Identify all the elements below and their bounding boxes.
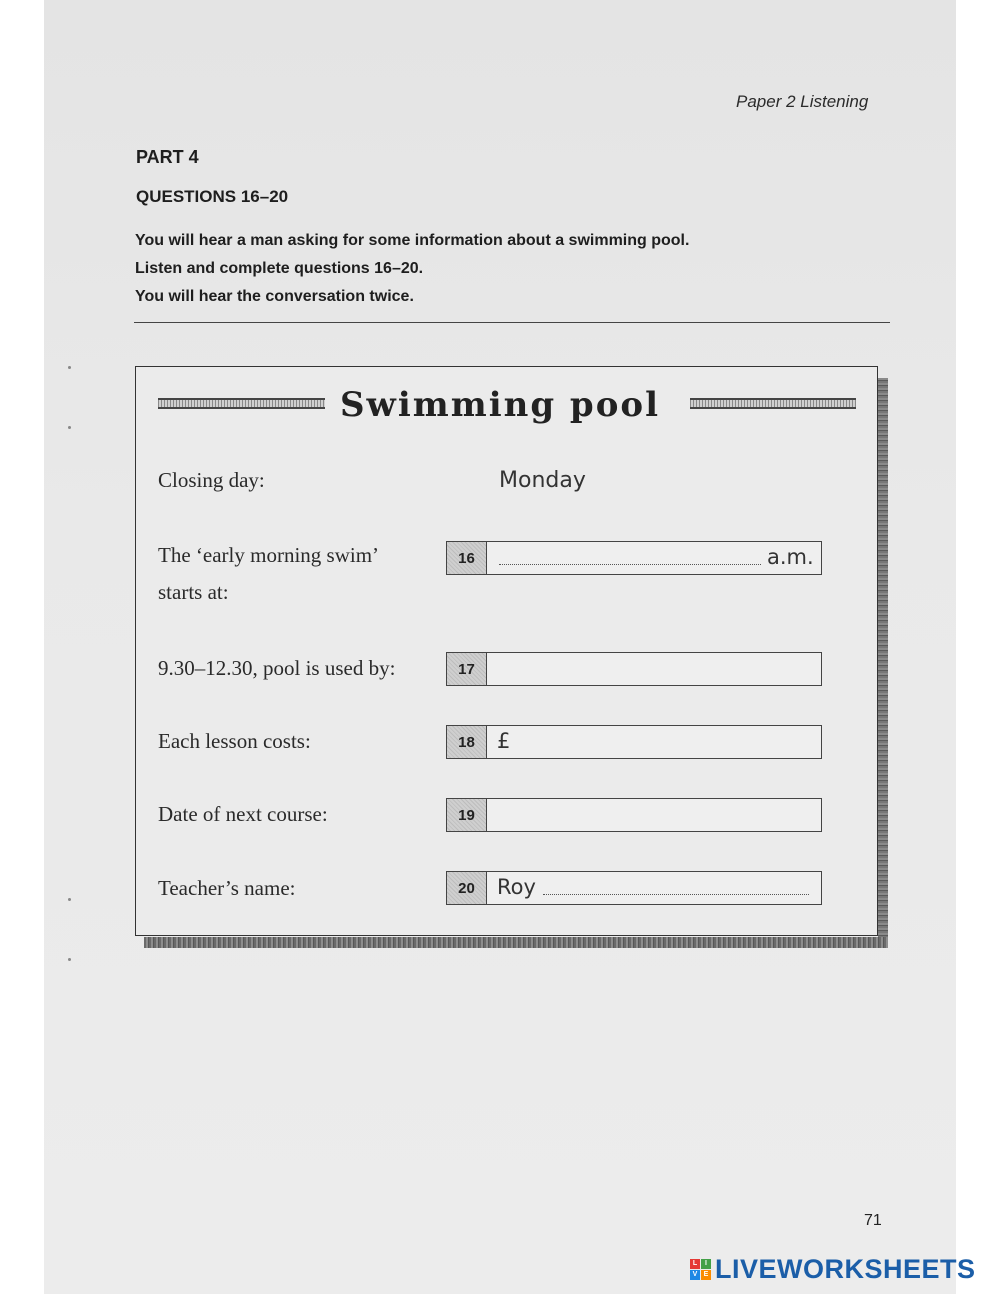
closing-day-answer: Monday [499,468,586,493]
q18-number: 18 [447,726,487,758]
q19-answer-field[interactable] [446,798,822,832]
q16-number: 16 [447,542,487,574]
closing-day-label: Closing day: [158,468,265,492]
form-title: Swimming pool [340,385,660,425]
liveworksheets-logo[interactable] [690,1254,976,1285]
questions-title: QUESTIONS 16–20 [136,187,289,206]
dotted-line [543,894,809,895]
box-shadow [878,378,888,948]
q19-label: Date of next course: [158,802,328,826]
dotted-line [499,564,761,565]
q16-suffix: a.m. [767,545,814,569]
q20-answer-field[interactable] [446,871,822,905]
page-number: 71 [864,1212,882,1229]
q16-label: The ‘early morning swim’ [158,543,380,567]
q19-number: 19 [447,799,487,831]
brand-name: LIVEWORKSHEETS [715,1254,976,1284]
form-box [135,366,878,936]
q17-label: 9.30–12.30, pool is used by: [158,656,396,680]
q18-answer-field[interactable] [446,725,822,759]
q18-prefix: £ [497,729,511,753]
q18-label: Each lesson costs: [158,729,311,753]
instruction-line: Listen and complete questions 16–20. [135,260,424,277]
instruction-line: You will hear a man asking for some information about a swimming pool. [135,232,690,249]
q17-number: 17 [447,653,487,685]
paper-speck [68,366,71,369]
paper-speck [68,898,71,901]
liveworksheets-icon: L I V E [690,1259,711,1280]
q20-number: 20 [447,872,487,904]
paper-speck [68,426,71,429]
q20-label: Teacher’s name: [158,876,296,900]
instruction-line: You will hear the conversation twice. [135,288,414,305]
q20-prefix: Roy [497,875,536,899]
part-title: PART 4 [136,147,199,167]
box-shadow [144,937,888,948]
paper-speck [68,958,71,961]
q16-answer-field[interactable] [446,541,822,575]
q16-label-line2: starts at: [158,580,229,604]
paper-label: Paper 2 Listening [736,92,869,111]
q17-answer-field[interactable] [446,652,822,686]
divider-rule [134,322,890,323]
